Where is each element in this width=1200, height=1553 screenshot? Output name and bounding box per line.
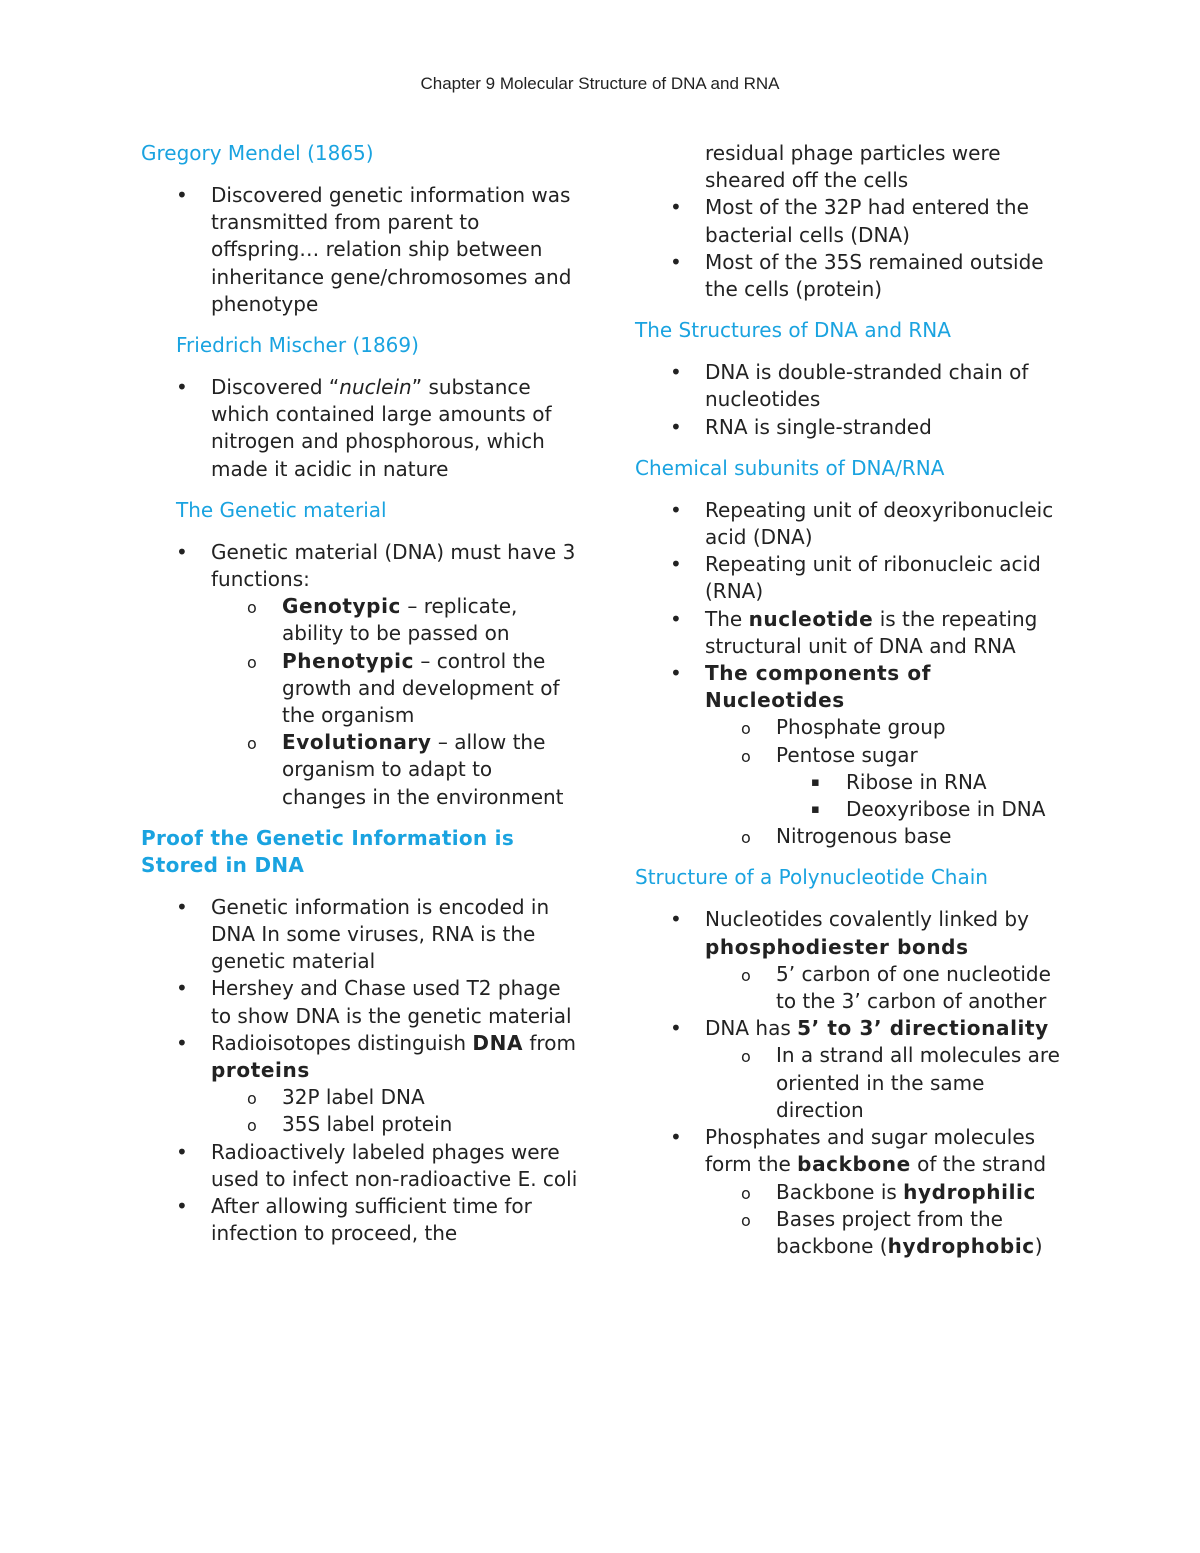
bullet-icon: • xyxy=(176,183,188,207)
circle-bullet-icon: o xyxy=(741,828,751,848)
bullet-icon: • xyxy=(670,414,682,439)
list-item: • DNA is double-stranded chain of nucleotides xyxy=(670,360,1029,412)
list-item: • Most of the 35S remained outside the cells (protein) xyxy=(670,249,1044,302)
section-polynucleotide xyxy=(635,864,1075,1260)
circle-bullet-icon: o xyxy=(741,1047,751,1067)
list-item-continued: residual phage particles were sheared off the cells xyxy=(705,141,1001,193)
sub-list-item: o Nitrogenous base xyxy=(635,823,1075,850)
circle-bullet-icon: o xyxy=(741,746,751,766)
list-item: • Discovered “nuclein” substance which contained large amounts of nitrogen and phosphorous, which made it acidic in nature xyxy=(176,375,552,481)
list-item: • Repeating unit of deoxyribonucleic acid (DNA) xyxy=(670,497,1054,550)
bullet-icon: • xyxy=(670,907,682,932)
heading-subunits: Chemical subunits of DNA/RNA xyxy=(635,455,945,480)
circle-bullet-icon: o xyxy=(247,598,257,618)
sub-sub-list-item: ▪ Deoxyribose in DNA xyxy=(635,796,1075,823)
list-item: • Radioactively labeled phages were used to infect non-radioactive E. coli xyxy=(176,1139,578,1191)
sub-list-item: o Phenotypic – control the growth and development of the organism xyxy=(247,648,560,728)
bullet-icon: • xyxy=(670,497,682,522)
list-item: • Most of the 32P had entered the bacterial cells (DNA) xyxy=(670,195,1029,247)
bullet-icon: • xyxy=(670,249,682,274)
sub-list-item: o 5’ carbon of one nucleotide to the 3’ carbon of another xyxy=(741,961,1051,1014)
heading-structures: The Structures of DNA and RNA xyxy=(635,318,951,343)
sub-sub-list-item: ▪ Ribose in RNA xyxy=(635,769,1075,796)
bullet-icon: • xyxy=(176,894,188,919)
bullet-icon: • xyxy=(670,360,682,385)
bullet-icon: • xyxy=(176,539,188,564)
list-item: • After allowing sufficient time for infection to proceed, the xyxy=(176,1194,532,1246)
bullet-icon: • xyxy=(670,606,682,631)
heading-polynucleotide: Structure of a Polynucleotide Chain xyxy=(635,865,988,890)
sub-list-item: o Bases project from the backbone (hydrophobic) xyxy=(741,1206,1043,1258)
heading-genetic-material: The Genetic material xyxy=(176,497,387,522)
list-item: • Phosphates and sugar molecules form the backbone of the strand xyxy=(670,1125,1047,1177)
page-title: Chapter 9 Molecular Structure of DNA and RNA xyxy=(420,74,780,93)
section-genetic-material xyxy=(141,497,581,811)
sub-list-item: o Pentose sugar xyxy=(635,742,1075,769)
circle-bullet-icon: o xyxy=(247,1116,257,1136)
heading-mendel: Gregory Mendel (1865) xyxy=(141,141,374,165)
list-item: • Discovered genetic information was transmitted from parent to offspring… relation ship between inheritance gene/chromosomes and phenotype xyxy=(176,183,572,316)
list-item: • RNA is single-stranded xyxy=(635,414,1075,441)
circle-bullet-icon: o xyxy=(741,965,751,985)
sub-list-item: o Genotypic – replicate, ability to be passed on xyxy=(247,594,518,646)
sub-list-item: o Evolutionary – allow the organism to adapt to changes in the environment xyxy=(247,730,564,809)
circle-bullet-icon: o xyxy=(741,1210,751,1230)
bullet-icon: • xyxy=(670,195,682,220)
sub-list-item: o Backbone is hydrophilic xyxy=(635,1179,1075,1206)
list-item: • Genetic material (DNA) must have 3 functions: xyxy=(176,539,576,592)
section-proof xyxy=(141,825,581,1248)
sub-list-item: o 32P label DNA xyxy=(141,1084,581,1111)
list-item: • Nucleotides covalently linked by phosphodiester bonds xyxy=(670,907,1029,959)
section-mischer xyxy=(141,332,581,483)
circle-bullet-icon: o xyxy=(247,652,257,672)
list-item: • The nucleotide is the repeating structural unit of DNA and RNA xyxy=(670,606,1038,658)
sub-list-item: o 35S label protein xyxy=(141,1111,581,1138)
square-bullet-icon: ▪ xyxy=(811,802,820,818)
bullet-icon: • xyxy=(176,976,188,1001)
list-item: • Hershey and Chase used T2 phage to show DNA is the genetic material xyxy=(176,976,572,1028)
bullet-icon: • xyxy=(176,1139,188,1164)
circle-bullet-icon: o xyxy=(741,1183,751,1203)
section-continued xyxy=(635,140,1075,303)
bullet-icon: • xyxy=(176,1030,188,1055)
heading-proof: Proof the Genetic Information is Stored in DNA xyxy=(141,825,515,877)
list-item: • Repeating unit of ribonucleic acid (RNA) xyxy=(670,552,1041,604)
section-mendel xyxy=(141,140,581,318)
sub-list-item: o Phosphate group xyxy=(635,714,1075,741)
circle-bullet-icon: o xyxy=(247,734,257,754)
bullet-icon: • xyxy=(670,661,682,686)
bullet-icon: • xyxy=(670,1016,682,1041)
bullet-icon: • xyxy=(670,1125,682,1150)
circle-bullet-icon: o xyxy=(247,1089,257,1109)
bullet-icon: • xyxy=(670,552,682,577)
list-item: • DNA has 5’ to 3’ directionality xyxy=(635,1015,1075,1042)
section-subunits xyxy=(635,455,1075,851)
heading-mischer: Friedrich Mischer (1869) xyxy=(176,333,419,358)
sub-list-item: o In a strand all molecules are oriented in the same direction xyxy=(741,1043,1060,1122)
bullet-icon: • xyxy=(176,375,188,400)
list-item: • Radioisotopes distinguish DNA from proteins xyxy=(176,1030,576,1083)
right-column xyxy=(635,140,1075,1274)
list-item: • The components of Nucleotides xyxy=(670,661,932,713)
left-column xyxy=(141,140,581,1262)
circle-bullet-icon: o xyxy=(741,719,751,739)
square-bullet-icon: ▪ xyxy=(811,774,820,790)
section-structures xyxy=(635,317,1075,441)
list-item: • Genetic information is encoded in DNA In some viruses, RNA is the genetic material xyxy=(176,894,550,974)
bullet-icon: • xyxy=(176,1194,188,1219)
